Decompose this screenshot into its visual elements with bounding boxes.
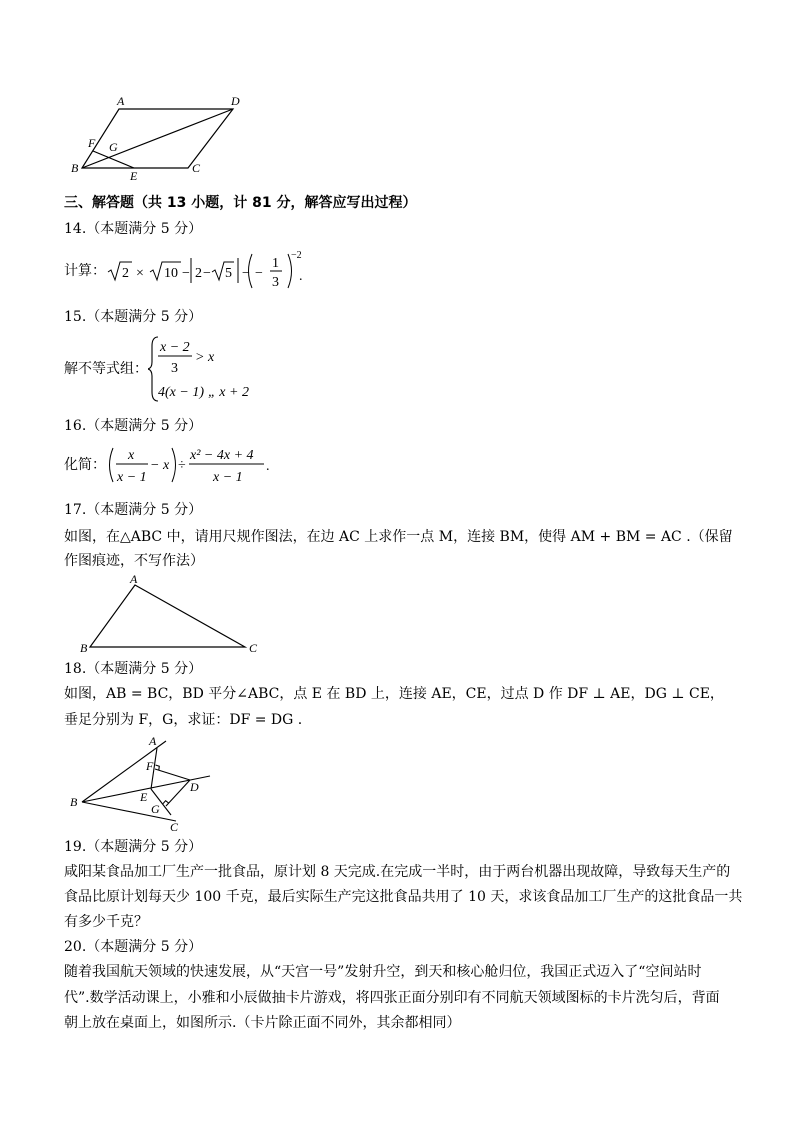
label-B: B [71,161,79,175]
q14-two: 2 [195,266,202,281]
q18-header: 18.（本题满分 5 分） [64,661,203,677]
q16-header: 16.（本题满分 5 分） [64,418,203,434]
label-E: E [140,790,148,804]
q14-minus-3: − [242,266,250,281]
label-A: A [149,734,157,748]
label-B: B [70,795,78,809]
q20-header: 20.（本题满分 5 分） [64,939,203,955]
q18-line2: 垂足分别为 F，G，求证：DF = DG . [64,712,303,728]
q15-line1-rel: > x [195,350,215,365]
label-A: A [130,573,138,586]
label-G: G [151,802,160,816]
q20-line2: 代”.数学活动课上，小雅和小辰做抽卡片游戏，将四张正面分别印有不同航天领域图标的卡片洗匀后，背面 [64,990,720,1006]
q20-line1: 随着我国航天领域的快速发展，从“天宫一号”发射升空，到天和核心舱归位，我国正式迈入了“空间站时 [64,964,702,980]
q14-three: 3 [272,275,279,290]
q14-expression [106,248,306,296]
q15-line2-rel: „ x + 2 [208,385,249,400]
ray-bc [82,802,176,821]
q16-f1-den: x − 1 [117,470,147,485]
right-angle-g [163,801,169,804]
q14-r2: 2 [122,266,129,281]
q15-system [148,334,268,404]
angle-bisector-figure [66,733,216,833]
q16-dot: . [266,459,270,474]
q15-prefix: 解不等式组： [64,361,148,377]
q14-one: 1 [272,256,279,271]
q17-line2: 作图痕迹，不写作法） [64,553,204,569]
q16-minus-x: − x [150,458,170,473]
q20-line3: 朝上放在桌面上，如图所示.（卡片除正面不同外，其余都相同） [64,1015,461,1031]
q14-r5: 5 [225,266,232,281]
label-D: D [231,94,240,108]
q16-f2-num: x² − 4x + 4 [190,448,254,463]
q15-header: 15.（本题满分 5 分） [64,309,203,325]
q15-line1-den: 3 [171,361,178,376]
q17-header: 17.（本题满分 5 分） [64,502,203,518]
q19-line1: 咸阳某食品加工厂生产一批食品，原计划 8 天完成.在完成一半时，由于两台机器出现故障，导致每天生产的 [64,864,731,880]
label-G: G [109,140,118,154]
q17-line1: 如图，在△ABC 中，请用尺规作图法，在边 AC 上求作一点 M，连接 BM，使得 AM + BM = AC .（保留 [64,529,733,545]
label-C: C [192,161,201,175]
segment-df [155,769,190,780]
q14-dot: . [299,269,303,284]
q16-expression [106,443,276,489]
parallelogram-figure [64,90,254,182]
q18-line1: 如图，AB = BC，BD 平分∠ABC，点 E 在 BD 上，连接 AE，CE，过点 D 作 DF ⊥ AE，DG ⊥ CE， [64,686,724,702]
q19-header: 19.（本题满分 5 分） [64,839,203,855]
q14-times: × [136,266,144,281]
q16-f2-den: x − 1 [213,470,243,485]
label-E: E [130,169,138,182]
q19-line3: 有多少千克？ [64,914,148,930]
q14-header: 14.（本题满分 5 分） [64,221,203,237]
label-F: F [146,759,154,773]
q14-minus-4: − [255,266,263,281]
label-B: B [80,641,88,655]
q14-minus-1: − [182,266,190,281]
label-A: A [117,94,125,108]
q14-r10: 10 [164,266,178,281]
triangle-abc [90,585,245,647]
label-C: C [249,641,258,655]
q14-exponent: −2 [291,250,302,261]
q15-line1-num: x − 2 [160,340,190,355]
triangle-abc-figure [76,573,266,655]
q16-div: ÷ [178,458,186,473]
q16-prefix: 化简： [64,457,106,473]
section-title: 三、解答题（共 13 小题，计 81 分，解答应写出过程） [64,195,417,211]
q15-line2: 4(x − 1) [158,385,204,400]
q16-f1-num: x [128,448,135,463]
q19-line2: 食品比原计划每天少 100 千克，最后实际生产完这批食品共用了 10 天，求该食品加工厂生产的这批食品一共 [64,889,743,905]
label-C: C [170,820,179,833]
q14-minus-2: − [203,266,211,281]
q14-prefix: 计算： [64,263,106,279]
label-F: F [88,136,96,150]
label-D: D [190,780,199,794]
